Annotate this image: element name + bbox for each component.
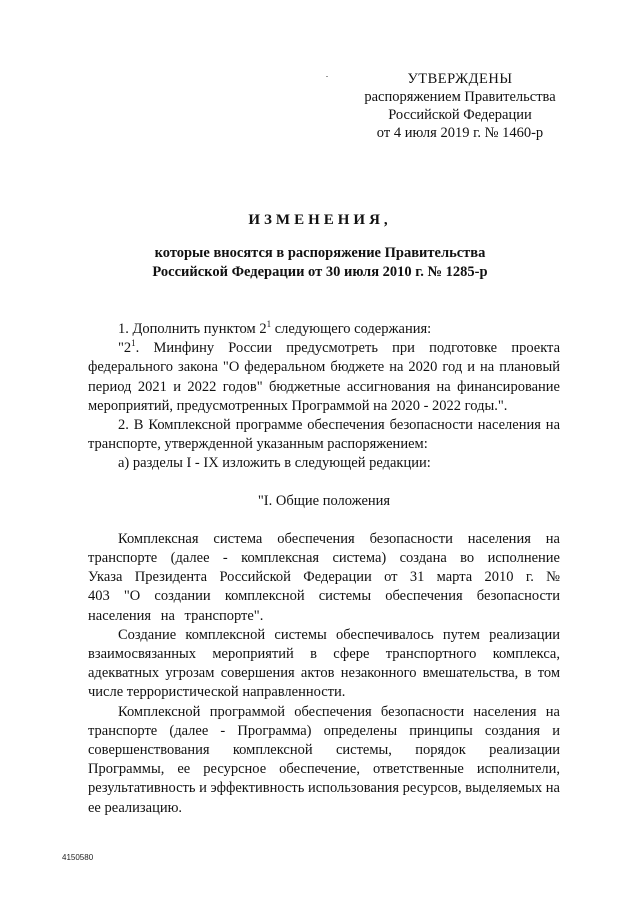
paragraph-3: 2. В Комплексной программе обеспечения безопасности населения на транспорте, утвержденной указанным распоряжением: bbox=[88, 417, 560, 453]
document-title: ИЗМЕНЕНИЯ, bbox=[248, 212, 392, 228]
paragraph-2-lead: "2 bbox=[118, 340, 132, 357]
approval-line-2: распоряжением Правительства bbox=[364, 89, 556, 105]
paragraph-7: Комплексной программой обеспечения безопасности населения на транспорте (далее - Программа) определены принципы создания и совершенствования комплексной системы, порядок реализации Программы, ее ресурсное обеспечение, ответственные исполнители, результативность и эффективность использования ресурсов, выделяемых на ее реализацию. bbox=[88, 703, 560, 816]
scan-speck bbox=[326, 76, 328, 77]
paragraph-1 bbox=[88, 320, 560, 339]
paragraph-5: Комплексная система обеспечения безопасности населения на транспорте (далее - комплексная система) создана во исполнение Указа Президента Российской Федерации от 31 марта 2010 г. № 403 "О создании комплексной системы обеспечения безопасности населения на транспорте". bbox=[88, 530, 560, 624]
superscript: 1 bbox=[131, 338, 136, 349]
approval-date-number: от 4 июля 2019 г. № 1460-р bbox=[376, 125, 544, 141]
paragraph-6: Создание комплексной системы обеспечивалось путем реализации взаимосвязанных мероприятий в сфере транспортного комплекса, адекватных угрозам совершения актов незаконного вмешательства, в том числе террористической направленности. bbox=[88, 626, 560, 701]
approval-block bbox=[340, 70, 580, 142]
document-body bbox=[88, 320, 560, 818]
approval-line-3: Российской Федерации bbox=[388, 107, 532, 123]
superscript: 1 bbox=[266, 319, 272, 330]
paragraph-2 bbox=[88, 339, 560, 416]
approval-heading: УТВЕРЖДЕНЫ bbox=[407, 71, 513, 87]
paragraph-1-text: 1. Дополнить пунктом 2 bbox=[118, 321, 267, 337]
subtitle-line-1: которые вносятся в распоряжение Правительства bbox=[154, 245, 486, 261]
subtitle-line-2: Российской Федерации от 30 июля 2010 г. № 1285-р bbox=[152, 264, 488, 280]
paragraph-4: а) разделы I - IX изложить в следующей редакции: bbox=[118, 455, 431, 472]
paragraph-1-text-end: следующего содержания: bbox=[271, 321, 432, 337]
paragraph-2-text: . Минфину России предусмотреть при подготовке проекта федерального закона "О федеральном бюджете на 2020 год и на плановый период 2021 и 2022 годов" бюджетные ассигнования на финансирование мероприятий, предусмотренных Программой на 2020 - 2022 годы.". bbox=[88, 340, 560, 414]
section-heading: "I. Общие положения bbox=[257, 492, 391, 509]
document-id: 4150580 bbox=[62, 853, 94, 862]
document-subtitle bbox=[0, 244, 640, 282]
